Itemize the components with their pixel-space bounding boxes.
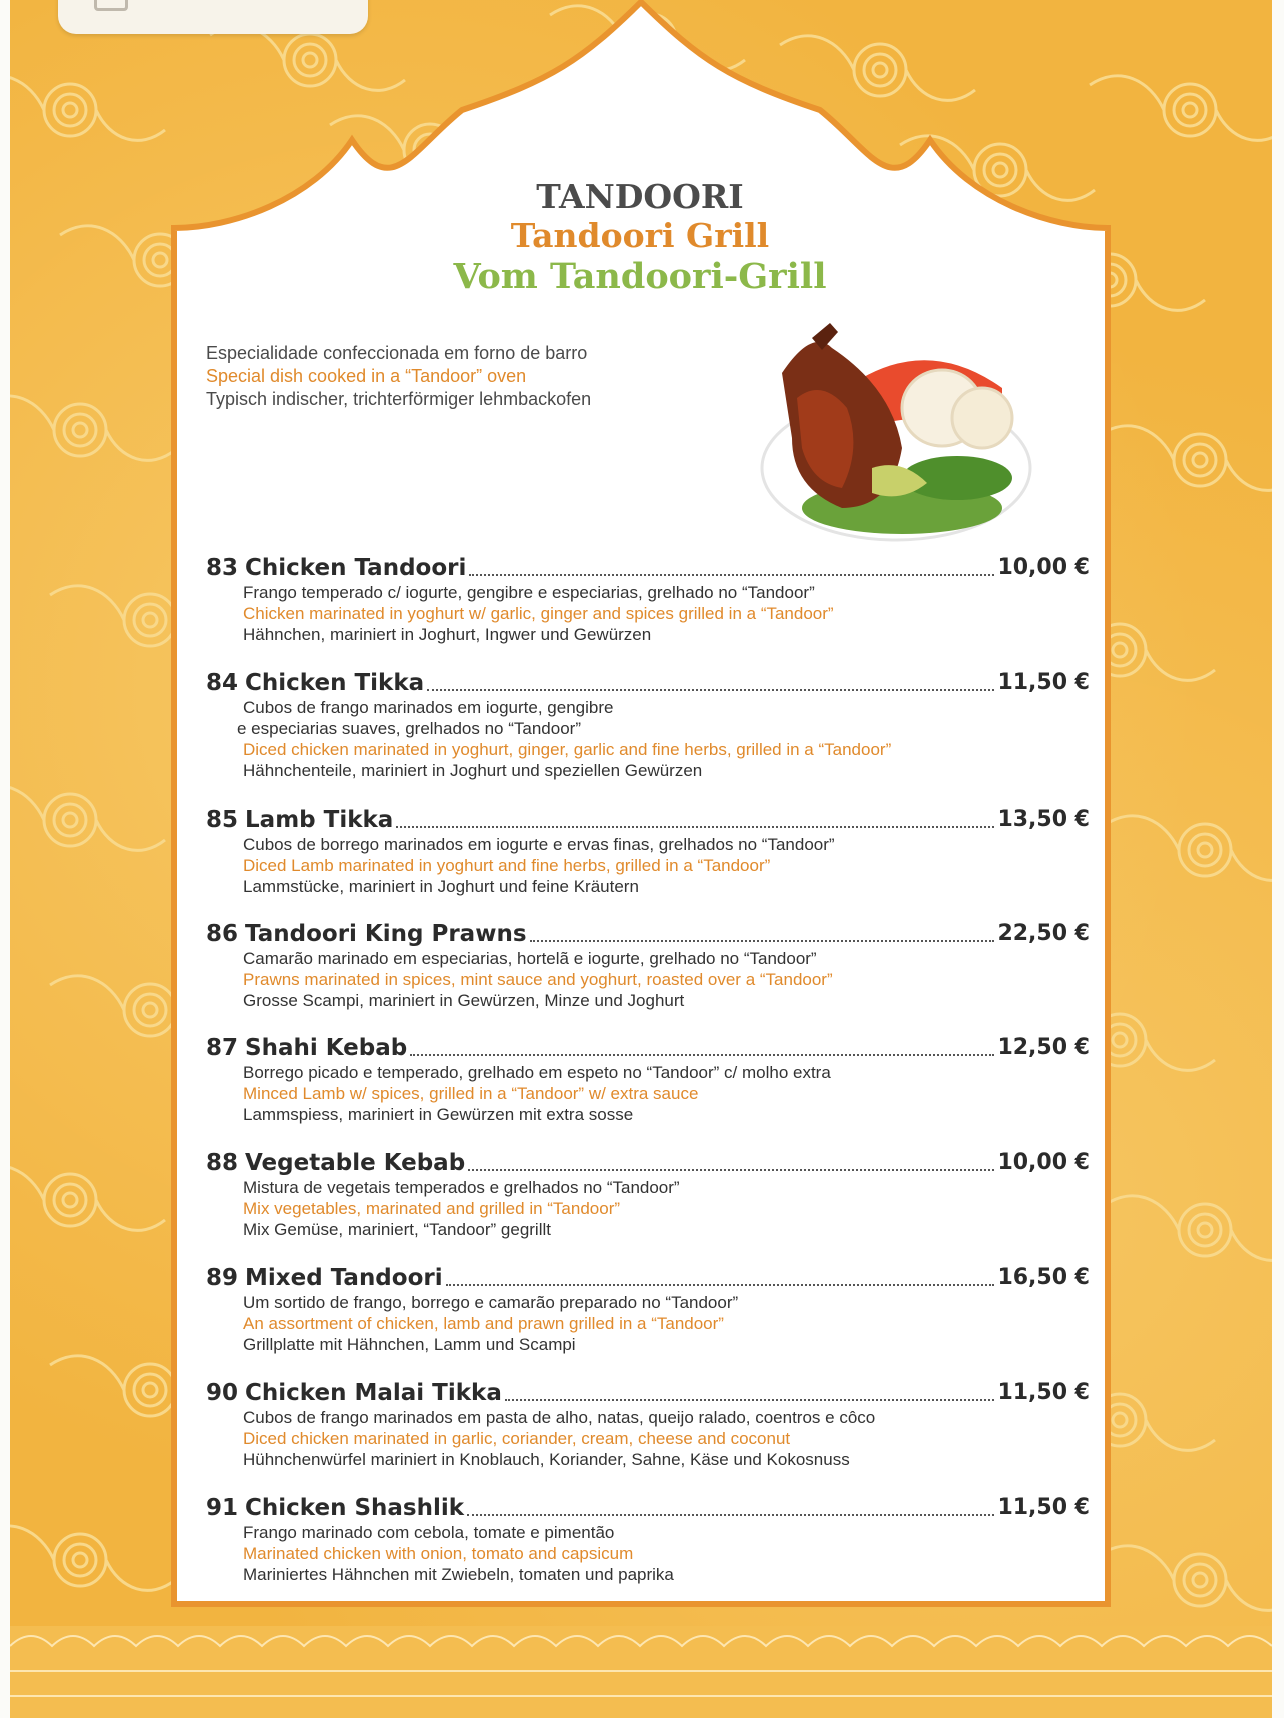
dot-leader xyxy=(396,825,994,828)
item-price: 13,50 € xyxy=(997,807,1090,832)
description-english: An assortment of chicken, lamb and prawn grilled in a “Tandoor” xyxy=(243,1314,724,1333)
item-price: 11,50 € xyxy=(997,1495,1090,1520)
description-portuguese: Frango marinado com cebola, tomate e pimentão xyxy=(243,1523,615,1542)
description-english: Marinated chicken with onion, tomato and capsicum xyxy=(243,1544,634,1563)
decorative-bottom-border xyxy=(10,1626,1272,1718)
item-description xyxy=(206,1292,1090,1355)
item-price: 22,50 € xyxy=(997,921,1090,946)
description-portuguese: Frango temperado c/ iogurte, gengibre e especiarias, grelhado no “Tandoor” xyxy=(243,583,815,602)
item-number: 83 xyxy=(206,555,239,581)
intro-english: Special dish cooked in a “Tandoor” oven xyxy=(206,366,527,386)
title-portuguese: TANDOORI xyxy=(536,177,744,216)
description-english: Mix vegetables, marinated and grilled in “Tandoor” xyxy=(243,1199,621,1218)
menu-item-86 xyxy=(206,918,1090,1028)
dot-leader xyxy=(505,1398,995,1401)
dot-leader xyxy=(410,1053,994,1056)
menu-item-91 xyxy=(206,1492,1090,1602)
title-english: Tandoori Grill xyxy=(510,216,770,255)
description-english: Prawns marinated in spices, mint sauce and yoghurt, roasted over a “Tandoor” xyxy=(243,970,833,989)
menu-header xyxy=(160,178,1120,298)
page-tab[interactable] xyxy=(58,0,368,34)
description-portuguese: Um sortido de frango, borrego e camarão preparado no “Tandoor” xyxy=(243,1293,739,1312)
item-description xyxy=(206,834,1090,897)
item-number: 87 xyxy=(206,1035,239,1061)
description-english: Diced Lamb marinated in yoghurt and fine herbs, grilled in a “Tandoor” xyxy=(243,856,771,875)
description-german: Hühnchenwürfel mariniert in Knoblauch, Koriander, Sahne, Käse und Kokosnuss xyxy=(243,1450,850,1469)
item-price: 10,00 € xyxy=(997,1150,1090,1175)
item-number: 86 xyxy=(206,921,239,947)
item-number: 90 xyxy=(206,1380,239,1406)
item-description xyxy=(206,1062,1090,1125)
description-portuguese: Borrego picado e temperado, grelhado em espeto no “Tandoor” c/ molho extra xyxy=(243,1063,831,1082)
description-german: Hähnchenteile, mariniert in Joghurt und speziellen Gewürzen xyxy=(243,761,703,780)
description-german: Mix Gemüse, mariniert, “Tandoor” gegrillt xyxy=(243,1220,551,1239)
description-german: Mariniertes Hähnchen mit Zwiebeln, tomaten und paprika xyxy=(243,1565,674,1584)
item-number: 91 xyxy=(206,1495,239,1521)
dot-leader xyxy=(468,1168,994,1171)
item-description xyxy=(206,1407,1090,1470)
item-name: Chicken Tikka xyxy=(245,670,425,696)
description-portuguese: Mistura de vegetais temperados e grelhados no “Tandoor” xyxy=(243,1178,680,1197)
item-name: Chicken Malai Tikka xyxy=(245,1380,502,1406)
dot-leader xyxy=(427,688,994,691)
intro-text xyxy=(206,342,766,411)
lace-pattern-icon xyxy=(10,1626,1272,1718)
item-number: 88 xyxy=(206,1150,239,1176)
menu-item-87 xyxy=(206,1032,1090,1142)
menu-item-90 xyxy=(206,1377,1090,1487)
dot-leader xyxy=(469,573,994,576)
item-name: Chicken Tandoori xyxy=(245,555,467,581)
item-description xyxy=(206,948,1090,1011)
item-number: 84 xyxy=(206,670,239,696)
item-description xyxy=(206,1177,1090,1240)
item-name: Shahi Kebab xyxy=(245,1035,408,1061)
description-portuguese: Cubos de frango marinados em pasta de alho, natas, queijo ralado, coentros e côco xyxy=(243,1408,876,1427)
item-description xyxy=(206,1522,1090,1585)
description-german: Lammstücke, mariniert in Joghurt und feine Kräutern xyxy=(243,877,639,896)
description-portuguese: Camarão marinado em especiarias, hortelã e iogurte, grelhado no “Tandoor” xyxy=(243,949,817,968)
menu-item-84 xyxy=(206,667,1090,780)
description-german: Grosse Scampi, mariniert in Gewürzen, Minze und Joghurt xyxy=(243,991,685,1010)
item-description xyxy=(206,582,1090,645)
description-english: Minced Lamb w/ spices, grilled in a “Tandoor” w/ extra sauce xyxy=(243,1084,699,1103)
item-price: 10,00 € xyxy=(997,555,1090,580)
menu-item-83 xyxy=(206,552,1090,662)
page-tab-icon xyxy=(94,0,128,11)
item-name: Vegetable Kebab xyxy=(245,1150,466,1176)
description-english: Diced chicken marinated in garlic, coriander, cream, cheese and coconut xyxy=(243,1429,791,1448)
description-portuguese-line2: e especiarias suaves, grelhados no “Tandoor” xyxy=(237,719,581,738)
item-price: 16,50 € xyxy=(997,1265,1090,1290)
item-number: 85 xyxy=(206,807,239,833)
menu-item-85 xyxy=(206,804,1090,914)
dot-leader xyxy=(467,1513,994,1516)
description-german: Lammspiess, mariniert in Gewürzen mit extra sosse xyxy=(243,1105,634,1124)
description-english: Chicken marinated in yoghurt w/ garlic, ginger and spices grilled in a “Tandoor” xyxy=(243,604,834,623)
menu-item-88 xyxy=(206,1147,1090,1257)
description-german: Hähnchen, mariniert in Joghurt, Ingwer und Gewürzen xyxy=(243,625,652,644)
dot-leader xyxy=(530,939,995,942)
description-portuguese: Cubos de borrego marinados em iogurte e ervas finas, grelhados no “Tandoor” xyxy=(243,835,835,854)
tandoori-chicken-photo xyxy=(752,318,1034,556)
item-description xyxy=(206,697,1090,781)
item-name: Lamb Tikka xyxy=(245,807,394,833)
item-name: Tandoori King Prawns xyxy=(245,921,527,947)
item-number: 89 xyxy=(206,1265,239,1291)
intro-portuguese: Especialidade confeccionada em forno de barro xyxy=(206,343,588,363)
dot-leader xyxy=(446,1283,995,1286)
item-price: 11,50 € xyxy=(997,1380,1090,1405)
description-english: Diced chicken marinated in yoghurt, ginger, garlic and fine herbs, grilled in a “Tandoor” xyxy=(243,740,892,759)
item-name: Mixed Tandoori xyxy=(245,1265,443,1291)
item-price: 11,50 € xyxy=(997,670,1090,695)
description-portuguese: Cubos de frango marinados em iogurte, gengibre xyxy=(243,698,614,717)
item-name: Chicken Shashlik xyxy=(245,1495,465,1521)
intro-german: Typisch indischer, trichterförmiger lehmbackofen xyxy=(206,389,592,409)
item-price: 12,50 € xyxy=(997,1035,1090,1060)
menu-item-89 xyxy=(206,1262,1090,1372)
title-german: Vom Tandoori-Grill xyxy=(453,256,827,297)
description-german: Grillplatte mit Hähnchen, Lamm und Scampi xyxy=(243,1335,576,1354)
